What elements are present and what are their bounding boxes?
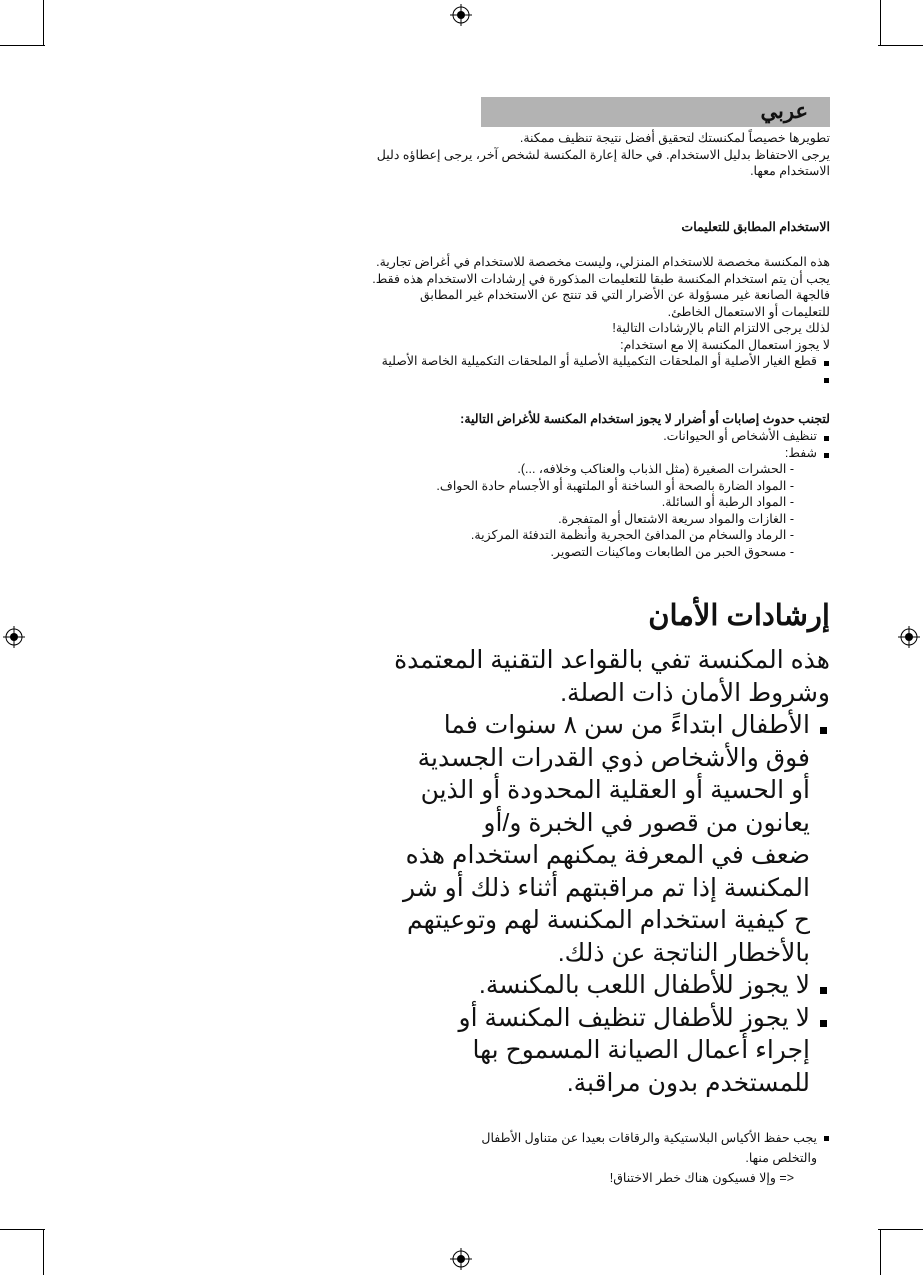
registration-mark-icon bbox=[450, 1248, 472, 1270]
text-line: يعانون من قصور في الخبرة و/أو bbox=[483, 808, 810, 837]
text-line: وشروط الأمان ذات الصلة. bbox=[560, 678, 830, 707]
text-line: هذه المكنسة تفي بالقواعد التقنية المعتمدة bbox=[394, 646, 830, 674]
text-line: الأطفال ابتداءً من سن ٨ سنوات فما bbox=[443, 711, 810, 739]
list-item: قطع الغيار الأصلية أو الملحقات التكميلية الأصلية أو الملحقات التكميلية الخاصة الأصلية bbox=[420, 353, 830, 370]
text-line: ضعف في المعرفة يمكنهم استخدام هذه bbox=[405, 841, 810, 869]
text-line: والتخلص منها. bbox=[745, 1151, 817, 1165]
crop-mark bbox=[43, 1230, 44, 1275]
warning-note: <= وإلا فسيكون هناك خطر الاختناق! bbox=[609, 1171, 794, 1185]
text-line: ح كيفية استخدام المكنسة لهم وتوعيتهم bbox=[407, 906, 810, 934]
list-item: شفط: bbox=[420, 445, 830, 462]
registration-mark-icon bbox=[450, 4, 472, 26]
list-item: تنظيف الأشخاص أو الحيوانات. bbox=[420, 428, 830, 445]
list-item: لا يجوز للأطفال اللعب بالمكنسة. bbox=[420, 969, 830, 1002]
crop-mark bbox=[880, 0, 881, 45]
text-line: للتعليمات أو الاستعمال الخاطئ. bbox=[667, 304, 830, 319]
sub-item: - الرماد والسخام من المدافئ الحجرية وأنظمة التدفئة المركزية. bbox=[470, 528, 794, 542]
text-line: للمستخدم بدون مراقبة. bbox=[566, 1068, 810, 1097]
intro-text bbox=[376, 130, 830, 180]
sub-item: - الغازات والمواد سريعة الاشتعال أو المتفجرة. bbox=[558, 511, 794, 526]
crop-mark bbox=[878, 45, 923, 46]
proper-use-text bbox=[372, 254, 830, 386]
crop-mark bbox=[0, 45, 45, 46]
language-header bbox=[481, 97, 830, 127]
sub-item: - الحشرات الصغيرة (مثل الذباب والعناكب وخلافه، ...). bbox=[517, 462, 794, 476]
list-item bbox=[420, 370, 830, 387]
text-line: المكنسة إذا تم مراقبتهم أثناء ذلك أو شر bbox=[402, 873, 810, 902]
avoid-heading: لتجنب حدوث إصابات أو أضرار لا يجوز استخدام المكنسة للأغراض التالية: bbox=[460, 412, 830, 426]
sub-item: - المواد الرطبة أو السائلة. bbox=[661, 495, 794, 509]
plastic-bags-warning bbox=[420, 1128, 830, 1188]
registration-mark-icon bbox=[898, 626, 920, 648]
text-line: فالجهة الصانعة غير مسؤولة عن الأضرار التي قد تنتج عن الاستخدام غير المطابق bbox=[420, 288, 830, 302]
crop-mark bbox=[878, 1229, 923, 1230]
list-item bbox=[420, 1002, 830, 1100]
avoid-list bbox=[420, 428, 830, 560]
safety-text bbox=[394, 644, 830, 1099]
crop-mark bbox=[43, 0, 44, 45]
crop-mark bbox=[0, 1229, 45, 1230]
proper-use-heading: الاستخدام المطابق للتعليمات bbox=[681, 220, 830, 234]
sub-item: - مسحوق الحبر من الطابعات وماكينات التصوير. bbox=[550, 544, 794, 559]
crop-mark bbox=[880, 1230, 881, 1275]
language-title: عربي bbox=[760, 100, 808, 123]
text-line: لا يجوز للأطفال تنظيف المكنسة أو bbox=[458, 1003, 810, 1032]
safety-title: إرشادات الأمان bbox=[648, 600, 830, 632]
text-line: يجب أن يتم استخدام المكنسة طبقا للتعليمات المذكورة في إرشادات الاستخدام هذه فقط. bbox=[372, 271, 830, 286]
text-line: الاستخدام معها. bbox=[750, 164, 830, 178]
text-line: أو الحسية أو العقلية المحدودة أو الذين bbox=[420, 776, 810, 804]
registration-mark-icon bbox=[3, 626, 25, 648]
text-line: بالأخطار الناتجة عن ذلك. bbox=[557, 938, 810, 967]
text-line: إجراء أعمال الصيانة المسموح بها bbox=[472, 1036, 810, 1064]
text-line: لذلك يرجى الالتزام التام بالإرشادات التالية! bbox=[612, 321, 830, 335]
text-line: لا يجوز استعمال المكنسة إلا مع استخدام: bbox=[620, 337, 830, 352]
list-item: يجب حفظ الأكياس البلاستيكية والرقاقات بعيدا عن متناول الأطفال bbox=[420, 1128, 830, 1148]
list-item bbox=[402, 709, 830, 969]
text-line: تطويرها خصيصاً لمكنستك لتحقيق أفضل نتيجة تنظيف ممكنة. bbox=[519, 131, 830, 145]
text-line: يرجى الاحتفاظ بدليل الاستخدام. في حالة إعارة المكنسة لشخص آخر، يرجى إعطاؤه دليل bbox=[376, 147, 830, 162]
sub-item: - المواد الضارة بالصحة أو الساخنة أو الملتهبة أو الأجسام حادة الحواف. bbox=[436, 478, 794, 493]
text-line: فوق والأشخاص ذوي القدرات الجسدية bbox=[417, 743, 810, 772]
text-line: هذه المكنسة مخصصة للاستخدام المنزلي، وليست مخصصة للاستخدام في أغراض تجارية. bbox=[376, 255, 830, 269]
